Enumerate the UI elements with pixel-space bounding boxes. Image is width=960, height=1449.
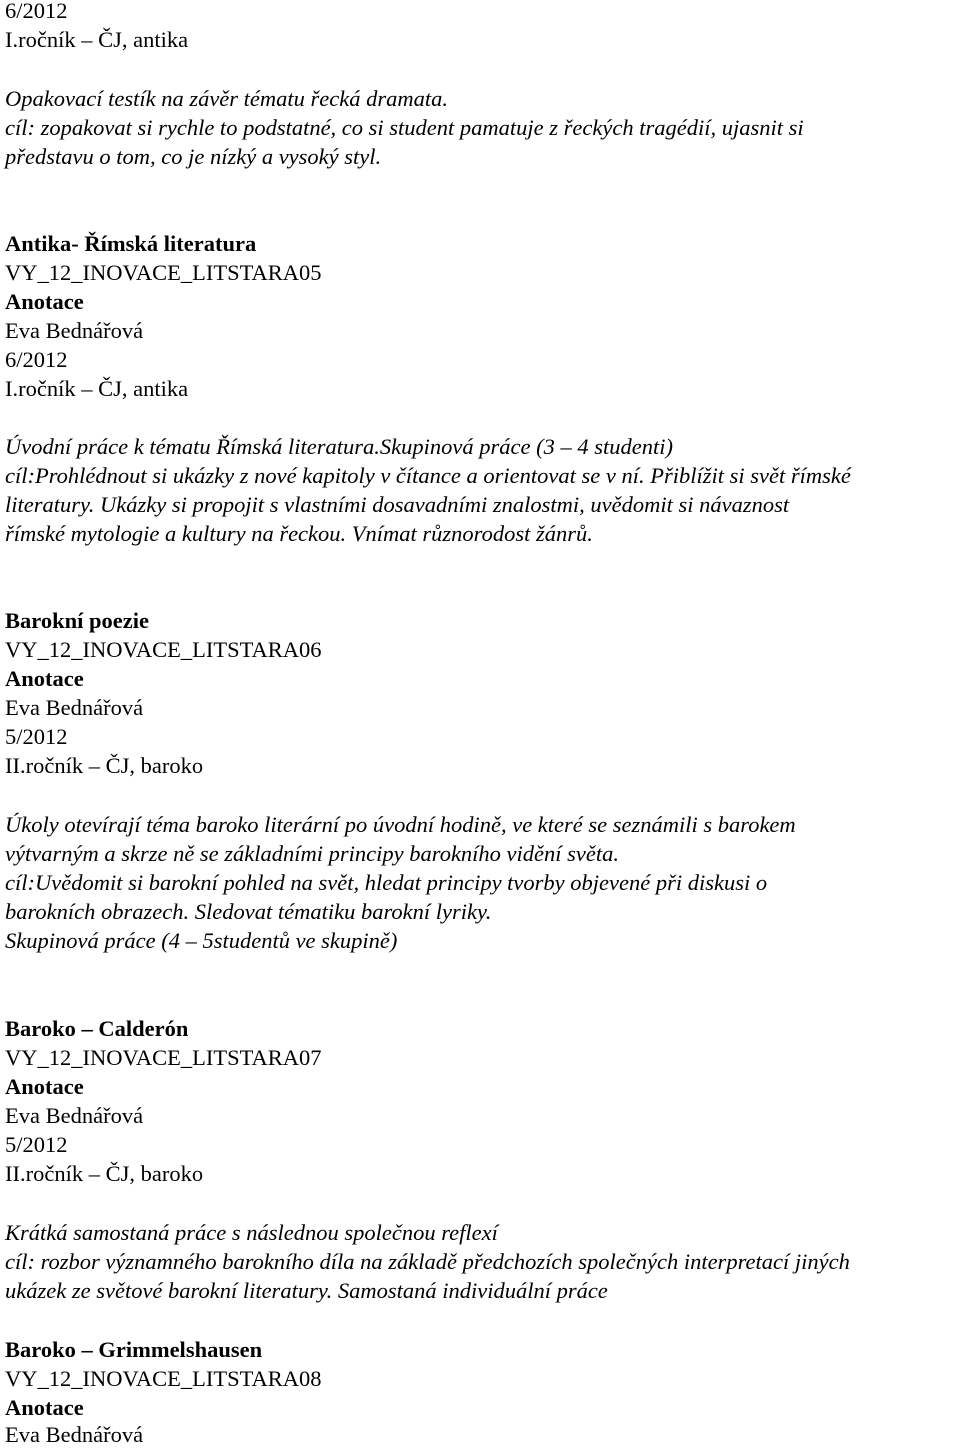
entry-desc-line-1: Úvodní práce k tématu Římská literatura.Skupinová práce (3 – 4 studenti) <box>5 434 673 459</box>
entry-code: VY_12_INOVACE_LITSTARA07 <box>5 1045 322 1070</box>
entry-author: Eva Bednářová <box>5 318 144 343</box>
entry-desc-line-1: Úkoly otevírají téma baroko literární po úvodní hodině, ve které se seznámili s barokem <box>5 812 796 837</box>
entry-author: Eva Bednářová <box>5 1422 144 1447</box>
top-class: I.ročník – ČJ, antika <box>5 27 189 52</box>
entry-desc-line-3: cíl:Uvědomit si barokní pohled na svět, hledat principy tvorby objevené při diskusi o <box>5 870 768 895</box>
top-desc-line-3: představu o tom, co je nízký a vysoký styl. <box>5 144 382 169</box>
entry-label: Anotace <box>5 1395 84 1420</box>
entry-desc-line-2: cíl:Prohlédnout si ukázky z nové kapitoly v čítance a orientovat se v ní. Přiblížit si svět římské <box>5 463 851 488</box>
entry-desc-line-4: barokních obrazech. Sledovat tématiku barokní lyriky. <box>5 899 492 924</box>
entry-title: Antika- Římská literatura <box>5 231 257 256</box>
top-desc-line-1: Opakovací testík na závěr tématu řecká dramata. <box>5 86 449 111</box>
entry-desc-line-3: ukázek ze světové barokní literatury. Samostaná individuální práce <box>5 1278 608 1303</box>
entry-desc-line-3: literatury. Ukázky si propojit s vlastními dosavadními znalostmi, uvědomit si návaznost <box>5 492 790 517</box>
entry-desc-line-5: Skupinová práce (4 – 5studentů ve skupině) <box>5 928 398 953</box>
entry-class: II.ročník – ČJ, baroko <box>5 753 204 778</box>
entry-desc-line-2: cíl: rozbor významného barokního díla na základě předchozích společných interpretací jiných <box>5 1249 850 1274</box>
entry-label: Anotace <box>5 289 84 314</box>
entry-code: VY_12_INOVACE_LITSTARA08 <box>5 1366 322 1391</box>
entry-class: II.ročník – ČJ, baroko <box>5 1161 204 1186</box>
top-date: 6/2012 <box>5 0 68 23</box>
entry-desc-line-2: výtvarným a skrze ně se základními principy barokního vidění světa. <box>5 841 620 866</box>
entry-code: VY_12_INOVACE_LITSTARA06 <box>5 637 322 662</box>
entry-date: 6/2012 <box>5 347 68 372</box>
entry-author: Eva Bednářová <box>5 695 144 720</box>
entry-title: Baroko – Calderón <box>5 1016 189 1041</box>
entry-date: 5/2012 <box>5 1132 68 1157</box>
entry-date: 5/2012 <box>5 724 68 749</box>
entry-code: VY_12_INOVACE_LITSTARA05 <box>5 260 322 285</box>
entry-title: Barokní poezie <box>5 608 149 633</box>
top-desc-line-2: cíl: zopakovat si rychle to podstatné, co si student pamatuje z řeckých tragédií, ujasnit si <box>5 115 804 140</box>
entry-title: Baroko – Grimmelshausen <box>5 1337 263 1362</box>
entry-class: I.ročník – ČJ, antika <box>5 376 189 401</box>
entry-author: Eva Bednářová <box>5 1103 144 1128</box>
entry-label: Anotace <box>5 1074 84 1099</box>
entry-desc-line-4: římské mytologie a kultury na řeckou. Vnímat různorodost žánrů. <box>5 521 593 546</box>
entry-desc-line-1: Krátká samostaná práce s následnou společnou reflexí <box>5 1220 498 1245</box>
entry-label: Anotace <box>5 666 84 691</box>
